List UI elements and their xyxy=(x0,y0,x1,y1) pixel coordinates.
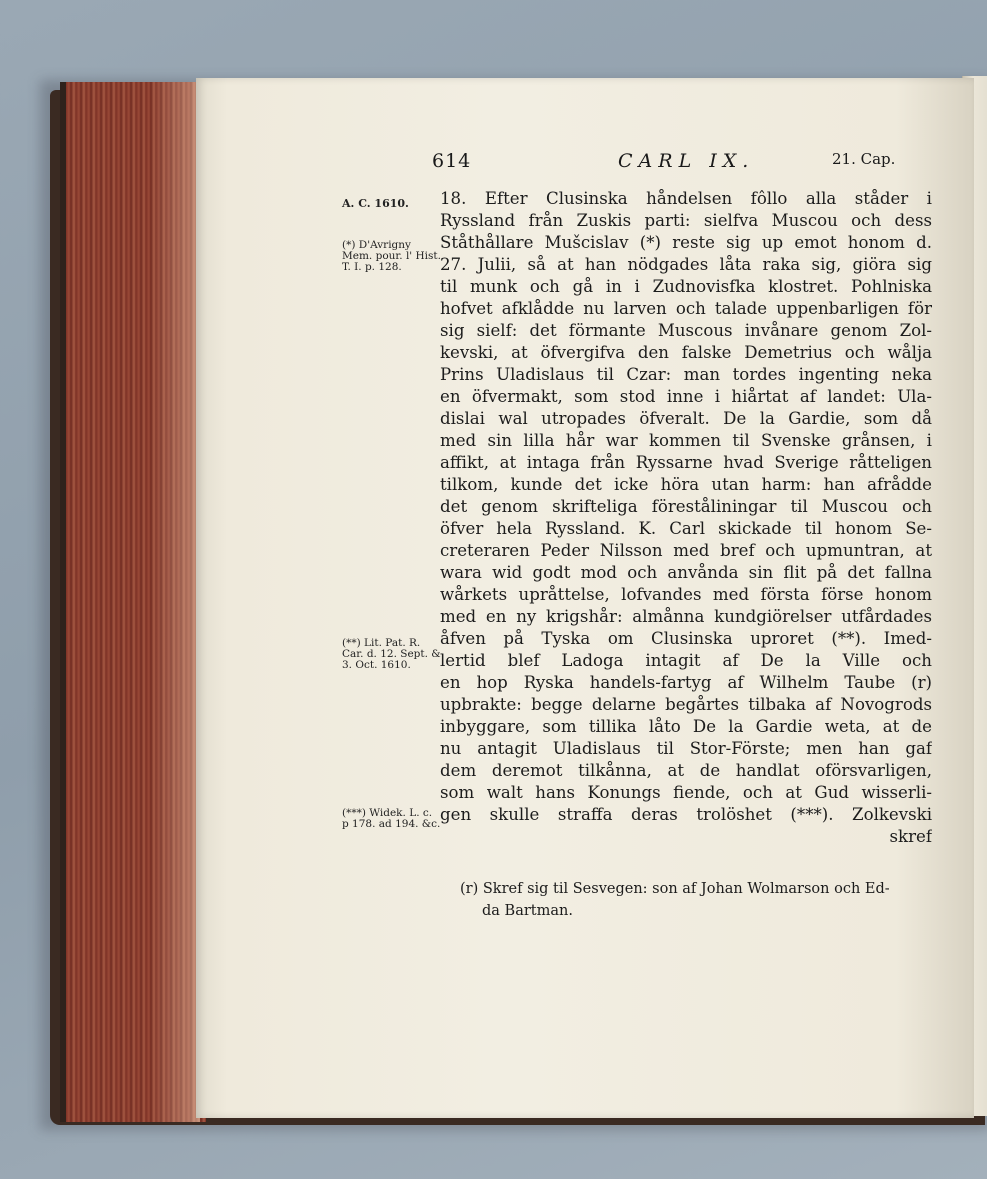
text-line: affikt, at intaga från Ryssarne hvad Sverige råtteligen xyxy=(440,453,932,472)
text-line: 18. Efter Clusinska håndelsen fôllo alla ståder i xyxy=(440,189,932,208)
text-line: åfven på Tyska om Clusinska uproret (**). Imed- xyxy=(440,629,932,648)
text-line: Ståthållare Mušcislav (*) reste sig up emot honom d. xyxy=(440,233,932,252)
text-line: sig sielf: det förmante Muscous invånare genom Zol- xyxy=(440,321,932,340)
margin-note-year: A. C. 1610. xyxy=(342,197,409,210)
page-number: 614 xyxy=(432,150,472,172)
text-line: Prins Uladislaus til Czar: man tordes ingenting neka xyxy=(440,365,932,384)
margin-note-citation: (**) Lit. Pat. R. Car. d. 12. Sept. & 3. Oct. 1610. xyxy=(342,637,441,671)
chapter-label: 21. Cap. xyxy=(832,150,896,168)
page-header xyxy=(240,150,940,180)
text-line: med en ny krigshår: almånna kundgiörelser utfårdades xyxy=(440,607,932,626)
text-line: upbrakte: begge delarne begårtes tilbaka af Novogrods xyxy=(440,695,932,714)
text-line: inbyggare, som tillika låto De la Gardie weta, at de xyxy=(440,717,932,736)
text-line: som walt hans Konungs fiende, och at Gud wisserli- xyxy=(440,783,932,802)
text-line: creteraren Peder Nilsson med bref och upmuntran, at xyxy=(440,541,932,560)
page-edge-highlight xyxy=(150,82,200,1122)
text-line: med sin lilla hår war kommen til Svenske grånsen, i xyxy=(440,431,932,450)
main-text xyxy=(440,188,932,848)
footnote-line: (r) Skref sig til Sesvegen: son af Johan Wolmarson och Ed- xyxy=(460,881,890,897)
margin-note-citation: (***) Widek. L. c. p 178. ad 194. &c. xyxy=(342,807,441,830)
text-line: nu antagit Uladislaus til Stor-Förste; men han gaf xyxy=(440,739,932,758)
footnote-line: da Bartman. xyxy=(482,903,573,919)
text-line: 27. Julii, så at han nödgades låta raka sig, giöra sig xyxy=(440,255,932,274)
text-line: en hop Ryska handels-fartyg af Wilhelm Taube (r) xyxy=(440,673,932,692)
text-line: en öfvermakt, som stod inne i hiårtat af landet: Ula- xyxy=(440,387,932,406)
text-line: lertid blef Ladoga intagit af De la Ville och xyxy=(440,651,932,670)
text-line: gen skulle straffa deras trolöshet (***). Zolkevski xyxy=(440,805,932,824)
text-line: til munk och gå in i Zudnovisfka klostret. Pohlniska xyxy=(440,277,932,296)
footnote xyxy=(460,878,936,922)
catchword: skref xyxy=(889,827,932,846)
text-line: Ryssland från Zuskis parti: sielfva Muscou och dess xyxy=(440,211,932,230)
text-line: dislai wal utropades öfveralt. De la Gardie, som då xyxy=(440,409,932,428)
text-line: hofvet afklådde nu larven och talade uppenbarligen för xyxy=(440,299,932,318)
margin-note-citation: (*) D'Avrigny Mem. pour. l' Hist. T. I. p. 128. xyxy=(342,239,441,273)
text-line: dem deremot tilkånna, at de handlat oförsvarligen, xyxy=(440,761,932,780)
text-line: det genom skrifteliga föreståliningar til Muscou och xyxy=(440,497,932,516)
text-line: öfver hela Ryssland. K. Carl skickade til honom Se- xyxy=(440,519,932,538)
text-line: wara wid godt mod och anvånda sin flit på det fallna xyxy=(440,563,932,582)
text-line: kevski, at öfvergifva den falske Demetrius och wålja xyxy=(440,343,932,362)
running-title: CARL IX. xyxy=(618,150,755,172)
text-line: tilkom, kunde det icke höra utan harm: han afrådde xyxy=(440,475,932,494)
text-line: wårkets upråttelse, lofvandes med första förse honom xyxy=(440,585,932,604)
